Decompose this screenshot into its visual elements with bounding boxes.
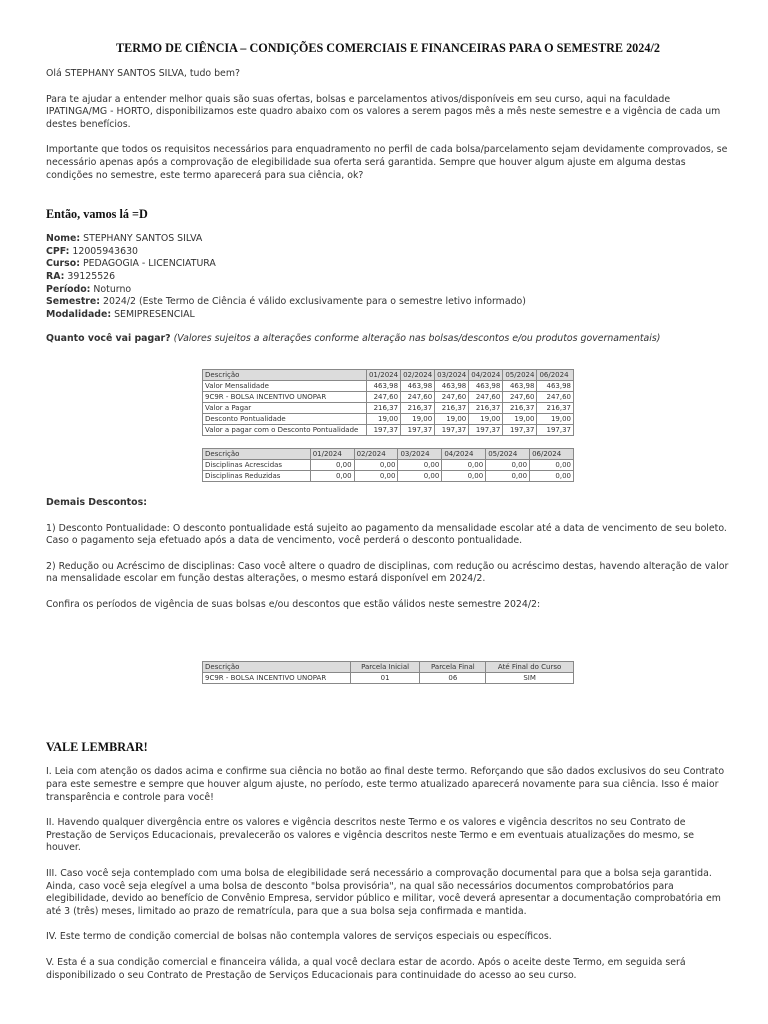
cell: 197,37 <box>435 424 469 435</box>
cpf-value: 12005943630 <box>72 245 139 257</box>
cell: 9C9R - BOLSA INCENTIVO UNOPAR <box>203 673 351 684</box>
modality-value: SEMIPRESENCIAL <box>114 308 195 320</box>
col-header: 06/2024 <box>530 448 574 459</box>
cell: 0,00 <box>530 470 574 481</box>
cell: 197,37 <box>366 424 400 435</box>
cell: 247,60 <box>469 391 503 402</box>
col-header: 05/2024 <box>486 448 530 459</box>
col-header: Descrição <box>203 662 351 673</box>
student-name-row <box>46 233 730 246</box>
col-header: Parcela Final <box>420 662 486 673</box>
semester-value: 2024/2 (Este Termo de Ciência é válido exclusivamente para o semestre letivo informado) <box>103 296 526 308</box>
table-row <box>203 402 574 413</box>
greeting: Olá STEPHANY SANTOS SILVA, tudo bem? <box>46 68 240 79</box>
col-header: 02/2024 <box>401 369 435 380</box>
section-heading-vamos-la: Então, vamos lá =D <box>46 207 148 222</box>
cell: 216,37 <box>469 402 503 413</box>
cell: 197,37 <box>503 424 537 435</box>
cell: Disciplinas Reduzidas <box>203 470 311 481</box>
course-value: PEDAGOGIA - LICENCIATURA <box>82 258 216 270</box>
col-header: Descrição <box>203 369 367 380</box>
semester-label: Semestre: <box>46 296 101 308</box>
period-value: Noturno <box>93 283 132 295</box>
modality-label: Modalidade: <box>46 308 112 320</box>
validity-intro: Confira os períodos de vigência de suas bolsas e/ou descontos que estão válidos neste semestre 2024/2: <box>46 598 541 610</box>
table-row <box>203 380 574 391</box>
table-row <box>203 459 574 470</box>
cell: 197,37 <box>401 424 435 435</box>
student-semester-row <box>46 296 730 309</box>
cell: 0,00 <box>310 459 354 470</box>
ra-label: RA: <box>46 270 65 282</box>
cell: 247,60 <box>537 391 574 402</box>
cell: 216,37 <box>366 402 400 413</box>
cell: 0,00 <box>486 470 530 481</box>
intro-paragraph-2: Importante que todos os requisitos necessários para enquadramento no perfil de cada bolsa/parcelamento sejam devidamente comprovados, se necessário apenas após a comprovação de elegibilidade sua oferta será garantida. Sempre que houver algum ajuste em alguma destas condições no semestre, este termo aparecerá para sua ciência, ok? <box>46 144 728 181</box>
cell: 9C9R - BOLSA INCENTIVO UNOPAR <box>203 391 367 402</box>
student-course-row <box>46 258 730 271</box>
cell: SIM <box>486 673 574 684</box>
col-header: 01/2024 <box>366 369 400 380</box>
cell: 19,00 <box>435 413 469 424</box>
cell: 197,37 <box>537 424 574 435</box>
pay-question-line <box>46 333 730 346</box>
reminder-item-5: V. Esta é a sua condição comercial e financeira válida, a qual você declara estar de acordo. Após o aceite deste Termo, em seguida será disponibilizado o seu Contrato de Prestação de Serviços Educacionais para continuidade do acesso ao seu curso. <box>46 957 686 981</box>
section-heading-vale-lembrar: VALE LEMBRAR! <box>46 740 148 755</box>
cell: 0,00 <box>530 459 574 470</box>
cell: 01 <box>350 673 420 684</box>
table-row <box>203 470 574 481</box>
cell: 0,00 <box>310 470 354 481</box>
other-discounts-item-1: 1) Desconto Pontualidade: O desconto pontualidade está sujeito ao pagamento da mensalidade escolar até a data de vencimento de seu boleto. Caso o pagamento seja efetuado após a data de vencimento, você perderá o desconto pontualidade. <box>46 522 727 547</box>
cell: 0,00 <box>442 459 486 470</box>
disciplines-table <box>202 448 574 482</box>
table-row <box>203 413 574 424</box>
table-row <box>203 673 574 684</box>
cell: 216,37 <box>537 402 574 413</box>
cell: 216,37 <box>401 402 435 413</box>
cell: 216,37 <box>503 402 537 413</box>
cell: 463,98 <box>469 380 503 391</box>
cell: Disciplinas Acrescidas <box>203 459 311 470</box>
cell: 247,60 <box>401 391 435 402</box>
col-header: 05/2024 <box>503 369 537 380</box>
col-header: 04/2024 <box>469 369 503 380</box>
col-header: Descrição <box>203 448 311 459</box>
col-header: 02/2024 <box>354 448 398 459</box>
course-label: Curso: <box>46 258 80 270</box>
col-header: 03/2024 <box>398 448 442 459</box>
cell: 0,00 <box>486 459 530 470</box>
reminder-item-4: IV. Este termo de condição comercial de bolsas não contempla valores de serviços especiais ou específicos. <box>46 931 552 943</box>
reminder-item-2: II. Havendo qualquer divergência entre os valores e vigência descritos neste Termo e os valores e vigência descritos no seu Contrato de Prestação de Serviços Educacionais, prevalecerão os valores e vigência descritos neste Termo e em eventuais atualizações do mesmo, se houver. <box>46 817 695 854</box>
student-modality-row <box>46 309 730 322</box>
cell: 0,00 <box>442 470 486 481</box>
col-header: 04/2024 <box>442 448 486 459</box>
cell: 19,00 <box>469 413 503 424</box>
cell: Valor a pagar com o Desconto Pontualidade <box>203 424 367 435</box>
cell: 06 <box>420 673 486 684</box>
student-info <box>46 233 730 321</box>
cell: 216,37 <box>435 402 469 413</box>
cell: 463,98 <box>366 380 400 391</box>
cell: 0,00 <box>398 459 442 470</box>
student-ra-row <box>46 271 730 284</box>
cell: 463,98 <box>503 380 537 391</box>
cell: 0,00 <box>354 470 398 481</box>
cell: 19,00 <box>366 413 400 424</box>
reminder-item-1: I. Leia com atenção os dados acima e confirme sua ciência no botão ao final deste termo. Reforçando que são dados exclusivos do seu Contrato para este semestre e sempre que houver algum ajuste, no período, este termo atualizado aparecerá novamente para sua ciência. Isso é maior transparência e controle para você! <box>46 766 725 803</box>
cell: 19,00 <box>401 413 435 424</box>
ra-value: 39125526 <box>67 270 116 282</box>
period-label: Período: <box>46 283 91 295</box>
cpf-label: CPF: <box>46 245 70 257</box>
cell: 247,60 <box>366 391 400 402</box>
other-discounts-heading: Demais Descontos: <box>46 496 147 508</box>
cell: 197,37 <box>469 424 503 435</box>
col-header: Até Final do Curso <box>486 662 574 673</box>
cell: 463,98 <box>435 380 469 391</box>
col-header: 01/2024 <box>310 448 354 459</box>
disciplines-table-header <box>203 448 574 459</box>
cell: 463,98 <box>401 380 435 391</box>
cell: 19,00 <box>537 413 574 424</box>
table-row <box>203 391 574 402</box>
col-header: 03/2024 <box>435 369 469 380</box>
student-period-row <box>46 284 730 297</box>
cell: Valor Mensalidade <box>203 380 367 391</box>
col-header: 06/2024 <box>537 369 574 380</box>
cell: Desconto Pontualidade <box>203 413 367 424</box>
student-cpf-row <box>46 246 730 259</box>
reminder-item-3: III. Caso você seja contemplado com uma bolsa de elegibilidade será necessário a comprovação documental para que a bolsa seja garantida. Ainda, caso você seja elegível a uma bolsa de desconto "bolsa provisória", na qual são necessários documentos comprobatórios para elegibilidade, devido ao benefício de Convênio Empresa, servidor público e militar, você deverá apresentar a documentação comprobatória em até 3 (três) meses, limitado ao prazo de rematrícula, para que a sua bolsa seja confirmada e mantida. <box>46 868 721 917</box>
document-title: TERMO DE CIÊNCIA – CONDIÇÕES COMERCIAIS E FINANCEIRAS PARA O SEMESTRE 2024/2 <box>116 41 660 55</box>
values-table-header <box>203 369 574 380</box>
cell: 463,98 <box>537 380 574 391</box>
table-row <box>203 424 574 435</box>
cell: 0,00 <box>398 470 442 481</box>
cell: 247,60 <box>503 391 537 402</box>
other-discounts-item-2: 2) Redução ou Acréscimo de disciplinas: Caso você altere o quadro de disciplinas, com redução ou acréscimo destas, havendo alteração de valor na mensalidade escolar em função destas alterações, o mesmo estará disponível em 2024/2. <box>46 560 729 585</box>
cell: Valor a Pagar <box>203 402 367 413</box>
cell: 247,60 <box>435 391 469 402</box>
cell: 0,00 <box>354 459 398 470</box>
name-label: Nome: <box>46 233 81 245</box>
pay-question: Quanto você vai pagar? <box>46 333 171 345</box>
intro-paragraph-1: Para te ajudar a entender melhor quais são suas ofertas, bolsas e parcelamentos ativos/disponíveis em seu curso, aqui na faculdade IPATINGA/MG - HORTO, disponibilizamos este quadro abaixo com os valores a serem pagos mês a mês neste semestre e a vigência de cada um destes benefícios. <box>46 93 721 130</box>
validity-table <box>202 661 574 684</box>
pay-note: (Valores sujeitos a alterações conforme alteração nas bolsas/descontos e/ou produtos governamentais) <box>173 333 661 345</box>
col-header: Parcela Inicial <box>350 662 420 673</box>
values-table <box>202 369 574 436</box>
validity-table-header <box>203 662 574 673</box>
name-value: STEPHANY SANTOS SILVA <box>83 233 203 245</box>
cell: 19,00 <box>503 413 537 424</box>
